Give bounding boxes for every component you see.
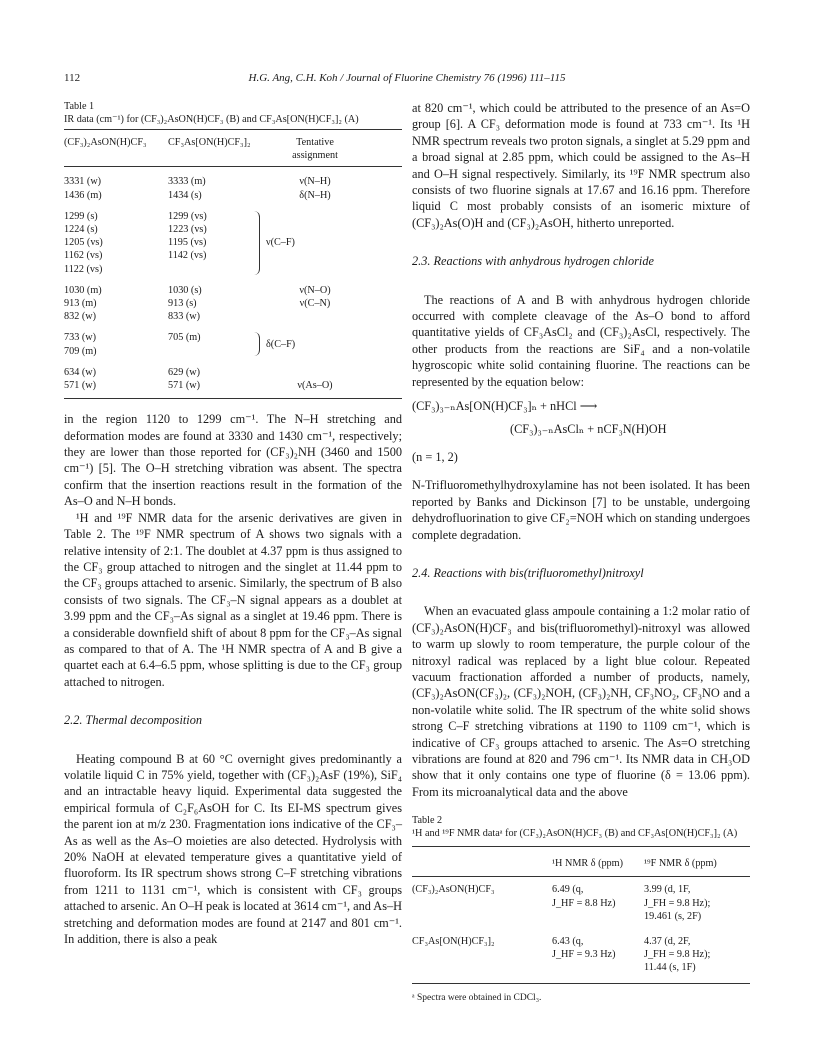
equation-line: (CF₃)₃₋ₙAs[ON(H)CF₃]ₙ + nHCl ⟶ (412, 399, 598, 414)
right-column (412, 100, 750, 1005)
table2 (412, 814, 750, 1005)
table-rule (412, 846, 750, 847)
table1-cell: 1434 (s) (168, 189, 202, 201)
table2-header (412, 849, 750, 876)
paragraph: at 820 cm⁻¹, which could be attributed to the presence of an As=O group [6]. A CF₃ deformation mode is found at 733 cm⁻¹. Its ¹H NMR spectrum reveals two proton signals, a singlet at 5.29 ppm and a broad signal at 2.85 ppm, which could be assigned to the As–H and O–H signal respectively. Similarly, its ¹⁹F NMR spectrum also consists of two fluorine signals at 17.67 and 16.16 ppm. Therefore liquid C most probably consists of an isomeric mixture of (CF₃)₂As(O)H and (CF₃)₂AsOH, hitherto unreported. (412, 101, 750, 230)
section-heading: 2.3. Reactions with anhydrous hydrogen chloride (412, 254, 654, 269)
paragraph: When an evacuated glass ampoule containing a 1:2 molar ratio of (CF₃)₂AsON(H)CF₃ and bis(trifluoromethyl)-nitroxyl was allowed to warm up slowly to room temperature, the purple colour of the nitroxyl radical was replaced by a light blue colour. Repeated vacuum fractionation afforded a number of products, namely, (CF₃)₂AsON(CF₃)₂, (CF₃)₂NOH, (CF₃)₂NH, CF₃NO₂, CF₃NO and a non-volatile white solid. The IR spectrum of the white solid shows strong C–F stretching vibrations at 1190 to 1109 cm⁻¹, which is indicative of CF₃ groups attached to arsenic. The As=O stretching vibrations are found at 820 and 796 cm⁻¹. Its NMR data in CH₃OD show that it only contains one type of fluorine (δ = 13.06 ppm). From its microanalytical data and the above (412, 604, 750, 799)
table1-cell: 1223 (vs) (168, 224, 207, 236)
journal-citation: H.G. Ang, C.H. Koh / Journal of Fluorine Chemistry 76 (1996) 111–115 (248, 72, 566, 84)
table2-caption (412, 814, 750, 840)
table2-cell: J_HF = 9.3 Hz) (552, 949, 616, 961)
table1-cell: 833 (w) (168, 311, 200, 323)
table1-cell: 1224 (s) (64, 224, 98, 236)
table1-assignment: ν(N–O) (299, 284, 331, 296)
table1-assignment: ν(As–O) (297, 379, 333, 391)
table1-group (64, 331, 402, 357)
table1-cell: 1195 (vs) (168, 237, 207, 249)
table1-assignment: δ(N–H) (299, 189, 331, 201)
table2-cell: 6.43 (q, (552, 936, 584, 948)
table2-cell: 6.49 (q, (552, 884, 584, 896)
table1-cell: 1122 (vs) (64, 263, 103, 275)
table1-caption (64, 100, 402, 126)
table1-cell: 3333 (m) (168, 176, 206, 188)
left-body (64, 411, 402, 947)
table2-header-cell: ¹⁹F NMR δ (ppm) (644, 858, 717, 870)
table1-assignment: ν(N–H) (299, 176, 331, 188)
page-number: 112 (64, 72, 81, 84)
reaction-equation (412, 398, 750, 465)
table1-cell: 1299 (vs) (168, 210, 207, 222)
table1-cell: 571 (w) (64, 380, 96, 392)
table2-header-cell: ¹H NMR δ (ppm) (552, 858, 623, 870)
table1-group (64, 210, 402, 276)
table2-cell: 4.37 (d, 2F, (644, 936, 691, 948)
table1-header (64, 130, 402, 166)
table1-cell: 1205 (vs) (64, 237, 103, 249)
section-heading: 2.2. Thermal decomposition (64, 713, 202, 728)
table1-cell: 913 (m) (64, 298, 97, 310)
table2-cell: 11.44 (s, 1F) (644, 962, 696, 974)
table2-body (412, 849, 750, 1005)
table1-cell: 1299 (s) (64, 210, 98, 222)
table1-cell: 705 (m) (168, 332, 201, 344)
table1-assignment (280, 366, 350, 379)
table1-header-b: (CF₃)₂AsON(H)CF₃ (64, 137, 147, 148)
table-rule (64, 398, 402, 399)
table1-cell: 733 (w) (64, 332, 96, 344)
table2-row (412, 923, 750, 975)
table2-cell: J_FH = 9.8 Hz); (644, 949, 711, 961)
table1-cell: 1162 (vs) (64, 250, 103, 262)
left-column (64, 100, 402, 947)
table2-caption-text: ¹H and ¹⁹F NMR dataᵃ for (CF₃)₂AsON(H)CF₃ (B) and CF₃As[ON(H)CF₃]₂ (A) (412, 828, 738, 840)
table1-header-a: CF₃As[ON(H)CF₃]₂ (168, 137, 251, 148)
table-rule (64, 166, 402, 167)
table1-cell: 913 (s) (168, 298, 197, 310)
table1-cell: 3331 (w) (64, 176, 102, 188)
table1 (64, 130, 402, 399)
table1-label: Table 1 (64, 101, 95, 112)
table2-row (412, 877, 750, 923)
table1-group (64, 284, 402, 324)
table2-compound: (CF₃)₂AsON(H)CF₃ (412, 884, 495, 896)
table2-cell: J_FH = 9.8 Hz); (644, 897, 711, 909)
paragraph: ¹H and ¹⁹F NMR data for the arsenic derivatives are given in Table 2. The ¹⁹F NMR spectrum of A shows two signals with a relative intensity of 2:1. The doublet at 4.37 ppm is thus assigned to the CF₃ group attached to nitrogen and the singlet at 11.44 ppm to the CF₃ groups attached to arsenic. Similarly, the spectrum of B also consists of two signals. The CF₃–N signal appears as a doublet at 3.99 ppm and the CF₃–As signal as a singlet at 19.46 ppm. There is a considerable downfield shift of about 8 ppm for the CF₃–As signal as compared to that of A. The ¹H NMR spectra of A and B give a quartet each at 6.4–6.5 ppm, whose splitting is due to the CF₃ group attached to nitrogen. (64, 510, 402, 689)
table1-cell: 832 (w) (64, 311, 96, 323)
paragraph: N-Trifluoromethylhydroxylamine has not been isolated. It has been reported by Banks and Dickinson [7] to be unstable, undergoing dehydrofluorination to give CF₂=NOH which on standing undergoes complete degradation. (412, 478, 750, 542)
table1-group (64, 175, 402, 201)
equation-condition: (n = 1, 2) (412, 449, 458, 464)
table2-cell: 3.99 (d, 1F, (644, 884, 691, 896)
paragraph: in the region 1120 to 1299 cm⁻¹. The N–H stretching and deformation modes are found at 3330 and 1430 cm⁻¹, respectively; they are lower than those reported for (CF₃)₂NH (3460 and 1500 cm⁻¹) [5]. The O–H stretching vibration was absent. The spectra confirm that the insertion reactions result in the formation of the As–O and N–H bonds. (64, 412, 402, 509)
table2-label: Table 2 (412, 815, 443, 827)
table2-header-cell (412, 857, 552, 870)
table1-cell: 1436 (m) (64, 189, 102, 201)
table1-cell: 629 (w) (168, 366, 200, 378)
table2-cell: J_HF = 8.8 Hz) (552, 897, 616, 909)
paragraph: The reactions of A and B with anhydrous hydrogen chloride occurred with complete cleavage of the As–O bond to afford quantitative yields of CF₃AsCl₂ and (CF₃)₂AsCl, respectively. The other products from the reactions are SiF₄ and a non-volatile hygroscopic white solid containing fluorine. The reactions can be represented by the equation below: (412, 292, 750, 389)
table1-assignment: δ(C–F) (266, 338, 296, 350)
table1-cell: 709 (m) (64, 345, 97, 357)
table-rule (412, 983, 750, 984)
table2-footnote: ᵃ Spectra were obtained in CDCl₃. (412, 992, 542, 1003)
table1-assignment: ν(C–F) (266, 237, 295, 249)
section-heading: 2.4. Reactions with bis(trifluoromethyl)nitroxyl (412, 565, 644, 580)
table2-compound: CF₃As[ON(H)CF₃]₂ (412, 936, 495, 948)
table1-assignment: ν(C–N) (299, 298, 331, 310)
table1-cell: 571 (w) (168, 380, 200, 392)
table1-group (64, 366, 402, 392)
table1-caption-text: IR data (cm⁻¹) for (CF₃)₂AsON(H)CF₃ (B) and CF₃As[ON(H)CF₃]₂ (A) (64, 114, 359, 125)
brace-icon (254, 211, 260, 275)
table1-cell: 634 (w) (64, 366, 96, 378)
paragraph: Heating compound B at 60 °C overnight gives predominantly a volatile liquid C in 75% yield, together with (CF₃)₂AsF (19%), SiF₄ and an intractable heavy liquid. Experimental data suggested the empirical formula of C₂F₆AsOH for C. Its EI-MS spectrum gives the parent ion at m/z 230. Fragmentation ions indicative of the CF₃–As as well as the As–O moieties are also detected. Hydrolysis with 20% NaOH at elevated temperature gives a quantitative yield of fluoroform. Its IR spectrum shows strong C–F stretching vibrations from 1211 to 1131 cm⁻¹, which is consistent with CF₃ groups attached to arsenic. An O–H peak is located at 3614 cm⁻¹, and As–H stretching and deformation modes are found at 2147 and 801 cm⁻¹. In addition, there is also a peak (64, 751, 403, 947)
table1-cell: 1142 (vs) (168, 250, 207, 262)
table1-header-assign: Tentative assignment (292, 137, 338, 162)
table1-cell: 1030 (s) (168, 284, 202, 296)
table1-cell: 1030 (m) (64, 284, 102, 296)
brace-icon (254, 332, 260, 356)
table2-cell: 19.461 (s, 2F) (644, 910, 702, 922)
equation-line: (CF₃)₃₋ₙAsClₙ + nCF₃N(H)OH (510, 421, 667, 436)
